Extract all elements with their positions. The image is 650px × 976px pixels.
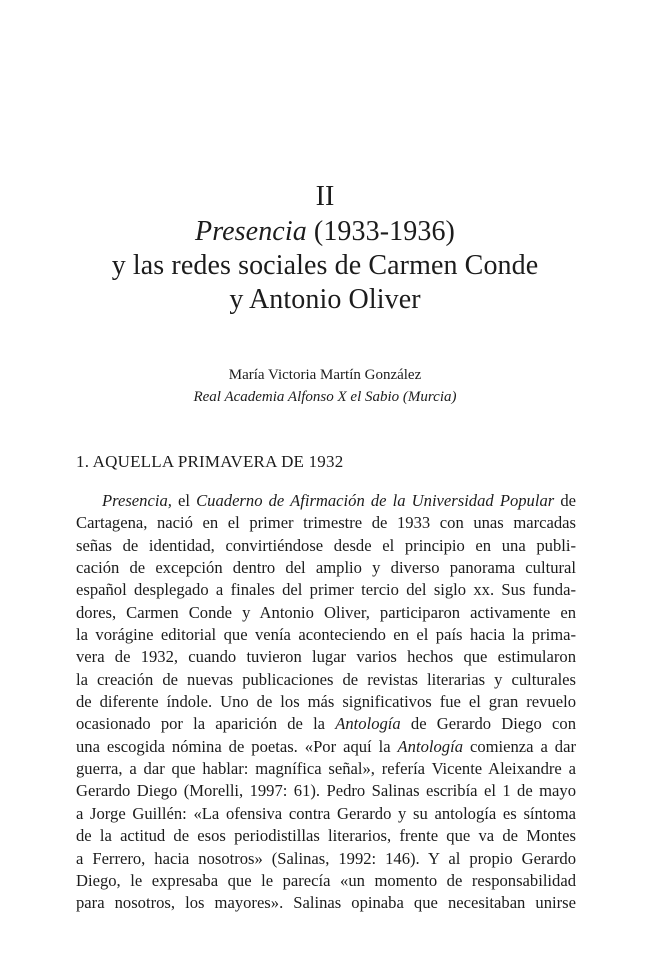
- body-text-segment: una escogida nómina de poetas. «Por aquí la: [76, 736, 398, 756]
- author-block: [40, 364, 610, 408]
- body-paragraph: [76, 490, 576, 915]
- body-text-segment: de Gerardo Diego con: [400, 714, 576, 734]
- body-text-segment: cación de excepción dentro del amplio y diverso panorama cultural: [76, 558, 576, 578]
- italic-text: Antología: [335, 714, 401, 734]
- body-line: [76, 691, 576, 713]
- body-line: [76, 602, 576, 624]
- body-text-segment: a Ferrero, hacia nosotros» (Salinas, 1992: 146). Y al propio Gerardo: [76, 848, 576, 868]
- italic-text: Presencia,: [102, 491, 172, 510]
- body-line: [76, 825, 576, 847]
- body-line: [76, 848, 576, 870]
- chapter-header: [40, 179, 610, 317]
- author-affiliation: Real Academia Alfonso X el Sabio (Murcia): [193, 389, 457, 405]
- body-text-segment: guerra, a dar que hablar: magnífica señal», refería Vicente Aleixandre a: [76, 759, 576, 779]
- body-text-segment: comienza a dar: [463, 736, 576, 756]
- body-line: [76, 892, 576, 914]
- body-line: [76, 669, 576, 691]
- body-line: [76, 512, 576, 534]
- body-text-segment: la creación de nuevas publicaciones de revistas literarias y culturales: [76, 669, 576, 689]
- body-text-segment: de la actitud de esos periodistillas literarios, frente que va de Montes: [76, 826, 576, 846]
- chapter-number: II: [315, 181, 335, 212]
- author-name: María Victoria Martín González: [228, 367, 422, 383]
- body-line: [76, 713, 576, 735]
- body-line: [76, 870, 576, 892]
- body-text-segment: ocasionado por la aparición de la: [76, 714, 336, 734]
- body-text-segment: de: [554, 491, 576, 510]
- body-line: [76, 579, 576, 601]
- chapter-title-line-3: y Antonio Oliver: [229, 284, 421, 315]
- chapter-title-line-1: [40, 215, 610, 249]
- body-text-segment: la vorágine editorial que venía aconteciendo en el país hacia la prima-: [76, 625, 576, 645]
- body-text-segment: Gerardo Diego (Morelli, 1997: 61). Pedro Salinas escribía el 1 de mayo: [76, 781, 576, 801]
- body-line: [76, 758, 576, 780]
- chapter-title-line-2: y las redes sociales de Carmen Conde: [111, 250, 539, 281]
- body-line: [76, 736, 576, 758]
- body-line: [76, 646, 576, 668]
- body-text-segment: el: [171, 491, 197, 510]
- body-line: [76, 624, 576, 646]
- body-line: [76, 535, 576, 557]
- chapter-title-years: (1933-1936): [306, 216, 455, 247]
- body-text-segment: para nosotros, los mayores». Salinas opinaba que necesitaban unirse: [76, 893, 576, 913]
- body-text-segment: Diego, le expresaba que le parecía «un momento de responsabilidad: [76, 870, 576, 890]
- body-line: [76, 557, 576, 579]
- section-heading: 1. AQUELLA PRIMAVERA DE 1932: [76, 452, 344, 471]
- body-text-segment: Cartagena, nació en el primer trimestre de 1933 con unas marcadas: [76, 513, 576, 533]
- body-text-segment: de diferente índole. Uno de los más significativos fue el gran revuelo: [76, 692, 576, 712]
- body-line: [76, 490, 576, 512]
- italic-text: Cuaderno de Afirmación de la Universidad Popular: [196, 491, 555, 510]
- body-line: [76, 803, 576, 825]
- italic-text: Antología: [397, 736, 463, 756]
- body-text-segment: a Jorge Guillén: «La ofensiva contra Gerardo y su antología es síntoma: [76, 803, 576, 823]
- body-text-segment: español desplegado a finales del primer tercio del siglo xx. Sus funda-: [76, 580, 576, 600]
- chapter-title-italic: Presencia: [194, 216, 307, 247]
- body-text-segment: dores, Carmen Conde y Antonio Oliver, participaron activamente en: [76, 602, 576, 622]
- body-text-segment: vera de 1932, cuando tuvieron lugar varios hechos que estimularon: [76, 647, 576, 667]
- body-line: [76, 780, 576, 802]
- body-text-segment: señas de identidad, convirtiéndose desde el principio en una publi-: [76, 535, 576, 555]
